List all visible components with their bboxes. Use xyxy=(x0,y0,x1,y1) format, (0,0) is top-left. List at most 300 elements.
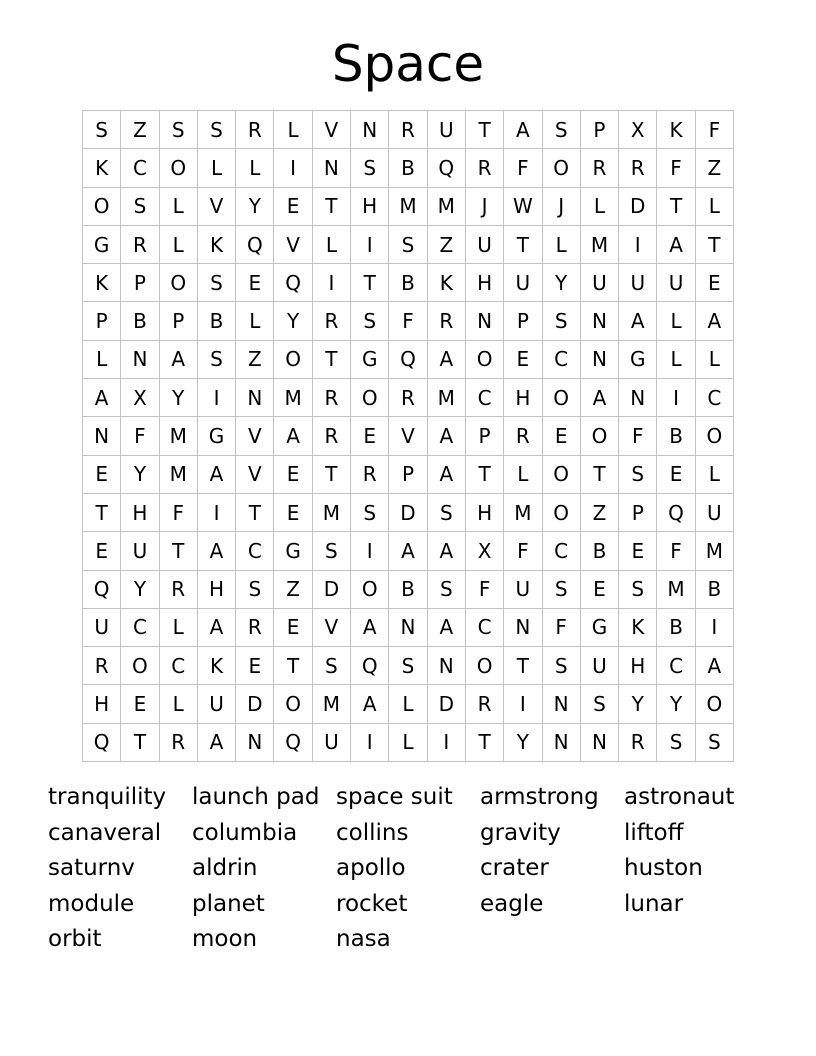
grid-cell[interactable]: B xyxy=(389,571,427,609)
grid-cell[interactable]: L xyxy=(160,226,198,264)
grid-cell[interactable]: U xyxy=(313,724,351,762)
grid-cell[interactable]: F xyxy=(657,149,695,187)
grid-cell[interactable]: T xyxy=(236,494,274,532)
grid-cell[interactable]: Q xyxy=(83,724,121,762)
grid-cell[interactable]: E xyxy=(83,532,121,570)
grid-cell[interactable]: V xyxy=(236,456,274,494)
grid-cell[interactable]: H xyxy=(619,647,657,685)
grid-cell[interactable]: N xyxy=(313,149,351,187)
grid-cell[interactable]: S xyxy=(543,571,581,609)
grid-cell[interactable]: Y xyxy=(274,302,312,340)
grid-cell[interactable]: A xyxy=(428,609,466,647)
grid-cell[interactable]: H xyxy=(504,379,542,417)
grid-cell[interactable]: I xyxy=(313,264,351,302)
grid-cell[interactable]: I xyxy=(351,724,389,762)
grid-cell[interactable]: S xyxy=(696,724,734,762)
grid-cell[interactable]: X xyxy=(619,111,657,149)
grid-cell[interactable]: A xyxy=(160,341,198,379)
grid-cell[interactable]: T xyxy=(657,188,695,226)
grid-cell[interactable]: U xyxy=(581,264,619,302)
grid-cell[interactable]: E xyxy=(83,456,121,494)
grid-cell[interactable]: N xyxy=(389,609,427,647)
grid-cell[interactable]: K xyxy=(83,264,121,302)
grid-cell[interactable]: B xyxy=(581,532,619,570)
grid-cell[interactable]: N xyxy=(581,341,619,379)
grid-cell[interactable]: T xyxy=(274,647,312,685)
grid-cell[interactable]: D xyxy=(619,188,657,226)
grid-cell[interactable]: S xyxy=(657,724,695,762)
grid-cell[interactable]: E xyxy=(274,494,312,532)
grid-cell[interactable]: S xyxy=(351,494,389,532)
grid-cell[interactable]: S xyxy=(198,341,236,379)
grid-cell[interactable]: E xyxy=(543,417,581,455)
grid-cell[interactable]: P xyxy=(389,456,427,494)
grid-cell[interactable]: T xyxy=(121,724,159,762)
grid-cell[interactable]: V xyxy=(198,188,236,226)
grid-cell[interactable]: C xyxy=(121,609,159,647)
grid-cell[interactable]: C xyxy=(236,532,274,570)
grid-cell[interactable]: Z xyxy=(581,494,619,532)
grid-cell[interactable]: S xyxy=(313,532,351,570)
grid-cell[interactable]: R xyxy=(351,456,389,494)
grid-cell[interactable]: G xyxy=(351,341,389,379)
grid-cell[interactable]: F xyxy=(619,417,657,455)
grid-cell[interactable]: O xyxy=(160,264,198,302)
word-list-item: apollo xyxy=(336,855,406,881)
grid-cell[interactable]: G xyxy=(83,226,121,264)
grid-cell[interactable]: T xyxy=(160,532,198,570)
grid-cell[interactable]: J xyxy=(543,188,581,226)
grid-cell[interactable]: L xyxy=(160,188,198,226)
grid-cell[interactable]: D xyxy=(236,685,274,723)
word-list-item: canaveral xyxy=(48,819,162,846)
grid-cell[interactable]: R xyxy=(313,417,351,455)
word-list-item: moon xyxy=(192,926,258,952)
grid-cell[interactable]: R xyxy=(466,685,504,723)
grid-cell[interactable]: M xyxy=(313,494,351,532)
grid-cell[interactable]: A xyxy=(83,379,121,417)
grid-cell[interactable]: Z xyxy=(274,571,312,609)
grid-cell[interactable]: O xyxy=(543,149,581,187)
grid-cell[interactable]: U xyxy=(428,111,466,149)
grid-cell[interactable]: E xyxy=(696,264,734,302)
grid-cell[interactable]: L xyxy=(696,341,734,379)
grid-cell[interactable]: Y xyxy=(504,724,542,762)
grid-cell[interactable]: N xyxy=(236,724,274,762)
grid-cell[interactable]: I xyxy=(504,685,542,723)
grid-cell[interactable]: S xyxy=(160,111,198,149)
word-list-item: lunar xyxy=(624,890,684,917)
grid-cell[interactable]: M xyxy=(274,379,312,417)
grid-cell[interactable]: W xyxy=(504,188,542,226)
grid-cell[interactable]: E xyxy=(351,417,389,455)
grid-cell[interactable]: Y xyxy=(121,456,159,494)
word-list-item: tranquility xyxy=(48,784,167,810)
grid-cell[interactable]: L xyxy=(389,724,427,762)
grid-cell[interactable]: H xyxy=(466,494,504,532)
grid-cell[interactable]: B xyxy=(657,609,695,647)
grid-cell[interactable]: V xyxy=(274,226,312,264)
grid-cell[interactable]: Q xyxy=(389,341,427,379)
grid-cell[interactable]: A xyxy=(198,456,236,494)
grid-cell[interactable]: Z xyxy=(428,226,466,264)
grid-cell[interactable]: O xyxy=(121,647,159,685)
grid-cell[interactable]: C xyxy=(696,379,734,417)
grid-cell[interactable]: O xyxy=(543,379,581,417)
grid-cell[interactable]: C xyxy=(543,532,581,570)
grid-cell[interactable]: L xyxy=(504,456,542,494)
grid-cell[interactable]: L xyxy=(657,341,695,379)
grid-cell[interactable]: U xyxy=(121,532,159,570)
grid-cell[interactable]: L xyxy=(236,302,274,340)
grid-cell[interactable]: R xyxy=(83,647,121,685)
grid-cell[interactable]: V xyxy=(313,609,351,647)
grid-cell[interactable]: L xyxy=(236,149,274,187)
grid-cell[interactable]: S xyxy=(389,226,427,264)
grid-cell[interactable]: Z xyxy=(236,341,274,379)
grid-cell[interactable]: I xyxy=(198,494,236,532)
grid-cell[interactable]: O xyxy=(543,494,581,532)
grid-cell[interactable]: P xyxy=(83,302,121,340)
grid-cell[interactable]: M xyxy=(389,188,427,226)
grid-cell[interactable]: P xyxy=(160,302,198,340)
grid-cell[interactable]: F xyxy=(657,532,695,570)
grid-cell[interactable]: O xyxy=(351,571,389,609)
grid-cell[interactable]: O xyxy=(543,456,581,494)
grid-cell[interactable]: D xyxy=(313,571,351,609)
grid-cell[interactable]: R xyxy=(619,149,657,187)
word-list-item: liftoff xyxy=(624,819,684,846)
grid-cell[interactable]: G xyxy=(581,609,619,647)
grid-cell[interactable]: A xyxy=(696,302,734,340)
grid-cell[interactable]: X xyxy=(121,379,159,417)
grid-cell[interactable]: L xyxy=(696,188,734,226)
grid-cell[interactable]: H xyxy=(121,494,159,532)
grid-cell[interactable]: A xyxy=(657,226,695,264)
grid-cell[interactable]: L xyxy=(160,685,198,723)
grid-cell[interactable]: E xyxy=(274,456,312,494)
grid-cell[interactable]: A xyxy=(428,456,466,494)
grid-cell[interactable]: Y xyxy=(619,685,657,723)
grid-cell[interactable]: N xyxy=(504,609,542,647)
grid-cell[interactable]: T xyxy=(504,647,542,685)
grid-cell[interactable]: O xyxy=(83,188,121,226)
grid-cell[interactable]: K xyxy=(83,149,121,187)
grid-cell[interactable]: Q xyxy=(657,494,695,532)
grid-cell[interactable]: K xyxy=(198,647,236,685)
grid-cell[interactable]: P xyxy=(504,302,542,340)
grid-cell[interactable]: R xyxy=(619,724,657,762)
grid-cell[interactable]: I xyxy=(351,532,389,570)
grid-cell[interactable]: F xyxy=(121,417,159,455)
grid-cell[interactable]: S xyxy=(619,571,657,609)
grid-cell[interactable]: C xyxy=(466,609,504,647)
grid-cell[interactable]: R xyxy=(236,609,274,647)
grid-cell[interactable]: N xyxy=(236,379,274,417)
grid-cell[interactable]: N xyxy=(543,724,581,762)
grid-cell[interactable]: X xyxy=(466,532,504,570)
word-list-item: crater xyxy=(480,855,549,881)
grid-cell[interactable]: O xyxy=(581,417,619,455)
grid-cell[interactable]: N xyxy=(581,724,619,762)
grid-cell[interactable]: L xyxy=(160,609,198,647)
grid-cell[interactable]: P xyxy=(619,494,657,532)
grid-cell[interactable]: L xyxy=(696,456,734,494)
grid-cell[interactable]: E xyxy=(236,647,274,685)
grid-cell[interactable]: S xyxy=(543,647,581,685)
grid-cell[interactable]: S xyxy=(236,571,274,609)
grid-cell[interactable]: Z xyxy=(696,149,734,187)
grid-cell[interactable]: R xyxy=(389,111,427,149)
grid-cell[interactable]: I xyxy=(428,724,466,762)
grid-cell[interactable]: V xyxy=(236,417,274,455)
grid-cell[interactable]: P xyxy=(581,111,619,149)
grid-cell[interactable]: L xyxy=(274,111,312,149)
grid-cell[interactable]: N xyxy=(351,111,389,149)
grid-cell[interactable]: M xyxy=(657,571,695,609)
grid-cell[interactable]: P xyxy=(466,417,504,455)
grid-cell[interactable]: Y xyxy=(543,264,581,302)
grid-cell[interactable]: O xyxy=(351,379,389,417)
grid-cell[interactable]: C xyxy=(121,149,159,187)
grid-cell[interactable]: I xyxy=(274,149,312,187)
grid-cell[interactable]: F xyxy=(504,532,542,570)
grid-cell[interactable]: I xyxy=(619,226,657,264)
grid-cell[interactable]: J xyxy=(466,188,504,226)
grid-cell[interactable]: M xyxy=(160,456,198,494)
grid-cell[interactable]: U xyxy=(504,571,542,609)
grid-cell[interactable]: E xyxy=(619,532,657,570)
grid-cell[interactable]: N xyxy=(83,417,121,455)
word-list-item: rocket xyxy=(336,890,408,917)
grid-cell[interactable]: L xyxy=(543,226,581,264)
grid-cell[interactable]: G xyxy=(198,417,236,455)
grid-cell[interactable]: S xyxy=(619,456,657,494)
grid-cell[interactable]: R xyxy=(466,149,504,187)
grid-cell[interactable]: S xyxy=(313,647,351,685)
grid-cell[interactable]: V xyxy=(389,417,427,455)
grid-cell[interactable]: O xyxy=(274,685,312,723)
grid-cell[interactable]: A xyxy=(351,609,389,647)
grid-cell[interactable]: F xyxy=(504,149,542,187)
grid-cell[interactable]: Q xyxy=(236,226,274,264)
grid-cell[interactable]: A xyxy=(428,532,466,570)
grid-cell[interactable]: E xyxy=(657,456,695,494)
grid-cell[interactable]: K xyxy=(428,264,466,302)
grid-cell[interactable]: R xyxy=(160,724,198,762)
grid-cell[interactable]: U xyxy=(83,609,121,647)
grid-cell[interactable]: B xyxy=(389,149,427,187)
word-list-item: aldrin xyxy=(192,855,258,881)
grid-cell[interactable]: K xyxy=(657,111,695,149)
grid-cell[interactable]: N xyxy=(619,379,657,417)
grid-cell[interactable]: E xyxy=(581,571,619,609)
grid-cell[interactable]: T xyxy=(581,456,619,494)
grid-cell[interactable]: N xyxy=(466,302,504,340)
grid-cell[interactable]: T xyxy=(466,724,504,762)
grid-cell[interactable]: A xyxy=(696,647,734,685)
grid-cell[interactable]: C xyxy=(543,341,581,379)
grid-cell[interactable]: R xyxy=(581,149,619,187)
grid-cell[interactable]: S xyxy=(121,188,159,226)
grid-cell[interactable]: R xyxy=(313,379,351,417)
grid-cell[interactable]: T xyxy=(504,226,542,264)
grid-cell[interactable]: G xyxy=(274,532,312,570)
grid-cell[interactable]: A xyxy=(198,532,236,570)
grid-cell[interactable]: S xyxy=(351,302,389,340)
grid-cell[interactable]: U xyxy=(198,685,236,723)
grid-cell[interactable]: R xyxy=(121,226,159,264)
grid-cell[interactable]: T xyxy=(696,226,734,264)
grid-cell[interactable]: I xyxy=(351,226,389,264)
grid-cell[interactable]: C xyxy=(657,647,695,685)
grid-cell[interactable]: R xyxy=(428,302,466,340)
grid-cell[interactable]: B xyxy=(696,571,734,609)
grid-cell[interactable]: S xyxy=(389,647,427,685)
grid-cell[interactable]: I xyxy=(696,609,734,647)
grid-cell[interactable]: H xyxy=(198,571,236,609)
grid-cell[interactable]: Y xyxy=(657,685,695,723)
grid-cell[interactable]: E xyxy=(236,264,274,302)
grid-cell[interactable]: E xyxy=(121,685,159,723)
grid-cell[interactable]: M xyxy=(581,226,619,264)
grid-cell[interactable]: R xyxy=(389,379,427,417)
grid-cell[interactable]: C xyxy=(466,379,504,417)
grid-cell[interactable]: R xyxy=(313,302,351,340)
grid-cell[interactable]: U xyxy=(466,226,504,264)
grid-cell[interactable]: A xyxy=(428,417,466,455)
grid-cell[interactable]: Q xyxy=(351,647,389,685)
grid-cell[interactable]: B xyxy=(198,302,236,340)
grid-cell[interactable]: A xyxy=(198,724,236,762)
grid-cell[interactable]: H xyxy=(351,188,389,226)
grid-cell[interactable]: U xyxy=(657,264,695,302)
grid-cell[interactable]: F xyxy=(696,111,734,149)
grid-cell[interactable]: O xyxy=(274,341,312,379)
grid-cell[interactable]: O xyxy=(696,417,734,455)
grid-cell[interactable]: A xyxy=(274,417,312,455)
grid-cell[interactable]: R xyxy=(236,111,274,149)
grid-cell[interactable]: H xyxy=(466,264,504,302)
grid-cell[interactable]: H xyxy=(83,685,121,723)
grid-cell[interactable]: T xyxy=(351,264,389,302)
grid-cell[interactable]: K xyxy=(619,609,657,647)
grid-cell[interactable]: D xyxy=(428,685,466,723)
grid-cell[interactable]: T xyxy=(466,456,504,494)
word-list-item: launch pad xyxy=(192,784,320,810)
grid-cell[interactable]: R xyxy=(160,571,198,609)
grid-cell[interactable]: Q xyxy=(83,571,121,609)
grid-cell[interactable]: F xyxy=(160,494,198,532)
grid-cell[interactable]: B xyxy=(389,264,427,302)
grid-cell[interactable]: S xyxy=(83,111,121,149)
grid-cell[interactable]: D xyxy=(389,494,427,532)
grid-cell[interactable]: T xyxy=(466,111,504,149)
grid-cell[interactable]: A xyxy=(389,532,427,570)
grid-cell[interactable]: C xyxy=(160,647,198,685)
grid-cell[interactable]: M xyxy=(428,379,466,417)
grid-cell[interactable]: N xyxy=(121,341,159,379)
grid-cell[interactable]: Y xyxy=(121,571,159,609)
word-list-item: space suit xyxy=(336,784,453,810)
grid-cell[interactable]: U xyxy=(581,647,619,685)
grid-cell[interactable]: B xyxy=(121,302,159,340)
grid-cell[interactable]: V xyxy=(313,111,351,149)
grid-cell[interactable]: E xyxy=(504,341,542,379)
grid-cell[interactable]: S xyxy=(428,494,466,532)
grid-cell[interactable]: S xyxy=(543,111,581,149)
grid-cell[interactable]: S xyxy=(198,111,236,149)
grid-cell[interactable]: O xyxy=(466,341,504,379)
grid-cell[interactable]: F xyxy=(543,609,581,647)
grid-cell[interactable]: N xyxy=(543,685,581,723)
grid-cell[interactable]: A xyxy=(428,341,466,379)
grid-cell[interactable]: T xyxy=(313,188,351,226)
grid-cell[interactable]: O xyxy=(696,685,734,723)
grid-cell[interactable]: S xyxy=(428,571,466,609)
grid-cell[interactable]: G xyxy=(619,341,657,379)
grid-cell[interactable]: R xyxy=(504,417,542,455)
grid-cell[interactable]: Y xyxy=(160,379,198,417)
grid-cell[interactable]: T xyxy=(83,494,121,532)
grid-cell[interactable]: S xyxy=(198,264,236,302)
grid-cell[interactable]: Q xyxy=(428,149,466,187)
grid-cell[interactable]: U xyxy=(696,494,734,532)
grid-cell[interactable]: I xyxy=(657,379,695,417)
grid-cell[interactable]: M xyxy=(696,532,734,570)
grid-cell[interactable]: L xyxy=(581,188,619,226)
grid-cell[interactable]: U xyxy=(504,264,542,302)
grid-cell[interactable]: Z xyxy=(121,111,159,149)
grid-cell[interactable]: F xyxy=(389,302,427,340)
grid-cell[interactable]: Q xyxy=(274,264,312,302)
grid-cell[interactable]: U xyxy=(619,264,657,302)
grid-cell[interactable]: T xyxy=(313,341,351,379)
grid-cell[interactable]: P xyxy=(121,264,159,302)
grid-cell[interactable]: T xyxy=(313,456,351,494)
grid-cell[interactable]: M xyxy=(504,494,542,532)
grid-cell[interactable]: N xyxy=(581,302,619,340)
grid-cell[interactable]: L xyxy=(313,226,351,264)
grid-cell[interactable]: K xyxy=(198,226,236,264)
grid-cell[interactable]: I xyxy=(198,379,236,417)
grid-cell[interactable]: Q xyxy=(274,724,312,762)
grid-cell[interactable]: L xyxy=(198,149,236,187)
grid-cell[interactable]: S xyxy=(581,685,619,723)
grid-cell[interactable]: A xyxy=(581,379,619,417)
grid-cell[interactable]: N xyxy=(428,647,466,685)
grid-cell[interactable]: B xyxy=(657,417,695,455)
grid-cell[interactable]: S xyxy=(543,302,581,340)
grid-cell[interactable]: E xyxy=(274,188,312,226)
grid-cell[interactable]: A xyxy=(351,685,389,723)
grid-cell[interactable]: A xyxy=(619,302,657,340)
grid-cell[interactable]: E xyxy=(274,609,312,647)
grid-cell[interactable]: O xyxy=(466,647,504,685)
grid-cell[interactable]: F xyxy=(466,571,504,609)
grid-cell[interactable]: M xyxy=(428,188,466,226)
grid-cell[interactable]: L xyxy=(657,302,695,340)
grid-cell[interactable]: M xyxy=(160,417,198,455)
grid-cell[interactable]: A xyxy=(198,609,236,647)
grid-cell[interactable]: M xyxy=(313,685,351,723)
grid-cell[interactable]: O xyxy=(160,149,198,187)
grid-cell[interactable]: L xyxy=(83,341,121,379)
grid-cell[interactable]: A xyxy=(504,111,542,149)
grid-cell[interactable]: S xyxy=(351,149,389,187)
grid-cell[interactable]: Y xyxy=(236,188,274,226)
grid-cell[interactable]: L xyxy=(389,685,427,723)
